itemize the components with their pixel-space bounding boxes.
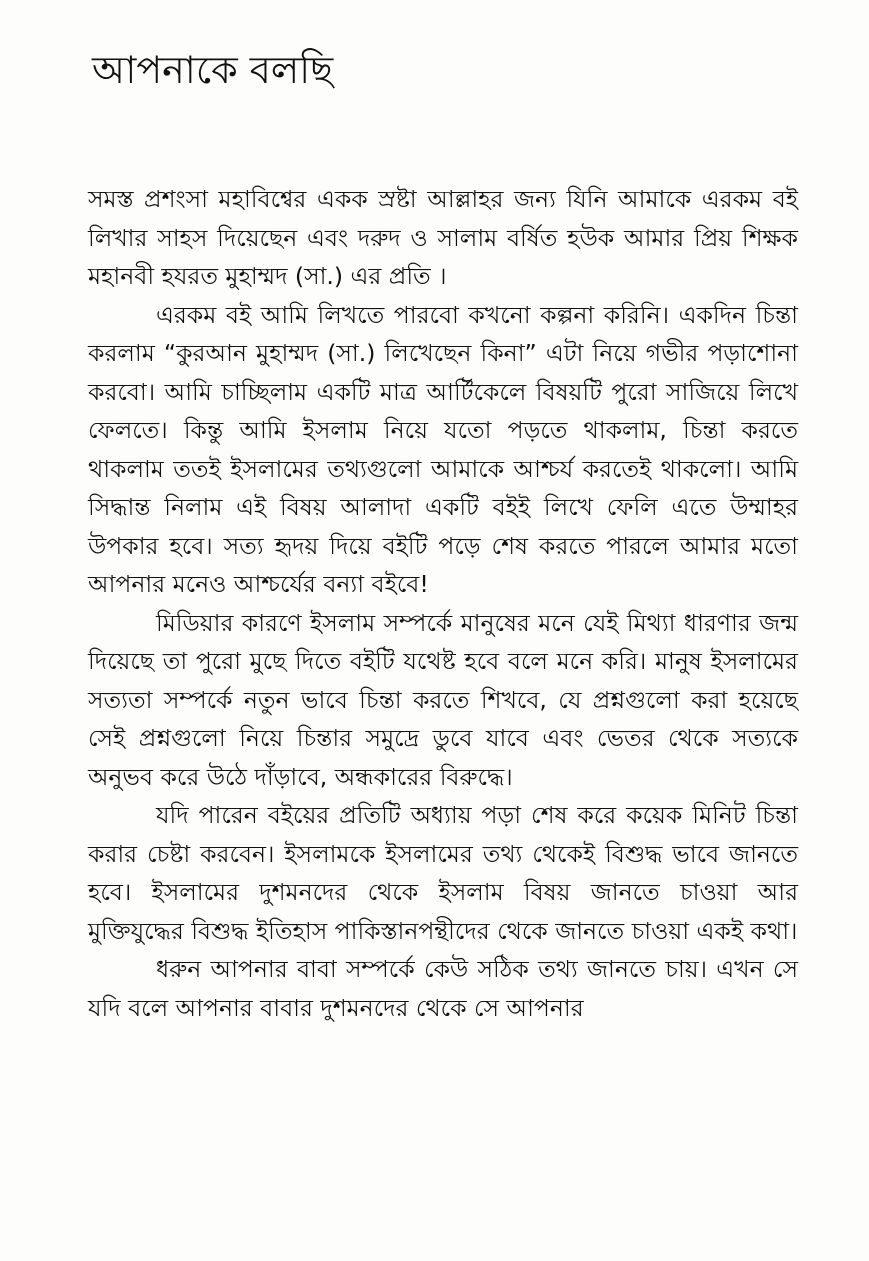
- paragraph-media: মিডিয়ার কারণে ইসলাম সম্পর্কে মানুষের মনে যেই মিথ্যা ধারণার জন্ম দিয়েছে তা পুরো মুছে দিতে বইটি যথেষ্ট হবে বলে মনে করি। মানুষ ইসলামের সত্যতা সম্পর্কে নতুন ভাবে চিন্তা করতে শিখবে, যে প্রশ্নগুলো করা হয়েছে সেই প্রশ্নগুলো নিয়ে চিন্তার সমুদ্রে ডুবে যাবে এবং ভেতর থেকে সত্যকে অনুভব করে উঠে দাঁড়াবে, অন্ধকারের বিরুদ্ধে।: [88, 608, 798, 791]
- paragraph-advice: যদি পারেন বইয়ের প্রতিটি অধ্যায় পড়া শেষ করে কয়েক মিনিট চিন্তা করার চেষ্টা করবেন। ইসলামকে ইসলামের তথ্য থেকেই বিশুদ্ধ ভাবে জানতে হবে। ইসলামের দুশমনদের থেকে ইসলাম বিষয় জানতে চাওয়া আর মুক্তিযুদ্ধের বিশুদ্ধ ইতিহাস পাকিস্তানপন্থীদের থেকে জানতে চাওয়া একই কথা।: [88, 801, 798, 945]
- paragraph-example: ধরুন আপনার বাবা সম্পর্কে কেউ সঠিক তথ্য জানতে চায়। এখন সে যদি বলে আপনার বাবার দুশমনদের থেকে সে আপনার: [88, 955, 798, 1022]
- paragraph-praise: সমস্ত প্রশংসা মহাবিশ্বের একক স্রষ্টা আল্লাহর জন্য যিনি আমাকে এরকম বই লিখার সাহস দিয়েছেন এবং দরুদ ও সালাম বর্ষিত হউক আমার প্রিয় শিক্ষক মহানবী হযরত মুহাম্মদ (সা.) এর প্রতি ।: [88, 185, 798, 290]
- page-title: আপনাকে বলছি: [92, 48, 334, 92]
- body-text: [88, 180, 798, 1027]
- paragraph-motivation: এরকম বই আমি লিখতে পারবো কখনো কল্পনা করিনি। একদিন চিন্তা করলাম “কুরআন মুহাম্মদ (সা.) লিখেছেন কিনা” এটা নিয়ে গভীর পড়াশোনা করবো। আমি চাচ্ছিলাম একটি মাত্র আর্টিকেলে বিষয়টি পুরো সাজিয়ে লিখে ফেলতে। কিন্তু আমি ইসলাম নিয়ে যতো পড়তে থাকলাম, চিন্তা করতে থাকলাম ততই ইসলামের তথ্যগুলো আমাকে আশ্চর্য করতেই থাকলো। আমি সিদ্ধান্ত নিলাম এই বিষয় আলাদা একটি বইই লিখে ফেলি এতে উম্মাহর উপকার হবে। সত্য হৃদয় দিয়ে বইটি পড়ে শেষ করতে পারলে আমার মতো আপনার মনেও আশ্চর্যের বন্যা বইবে!: [88, 300, 798, 598]
